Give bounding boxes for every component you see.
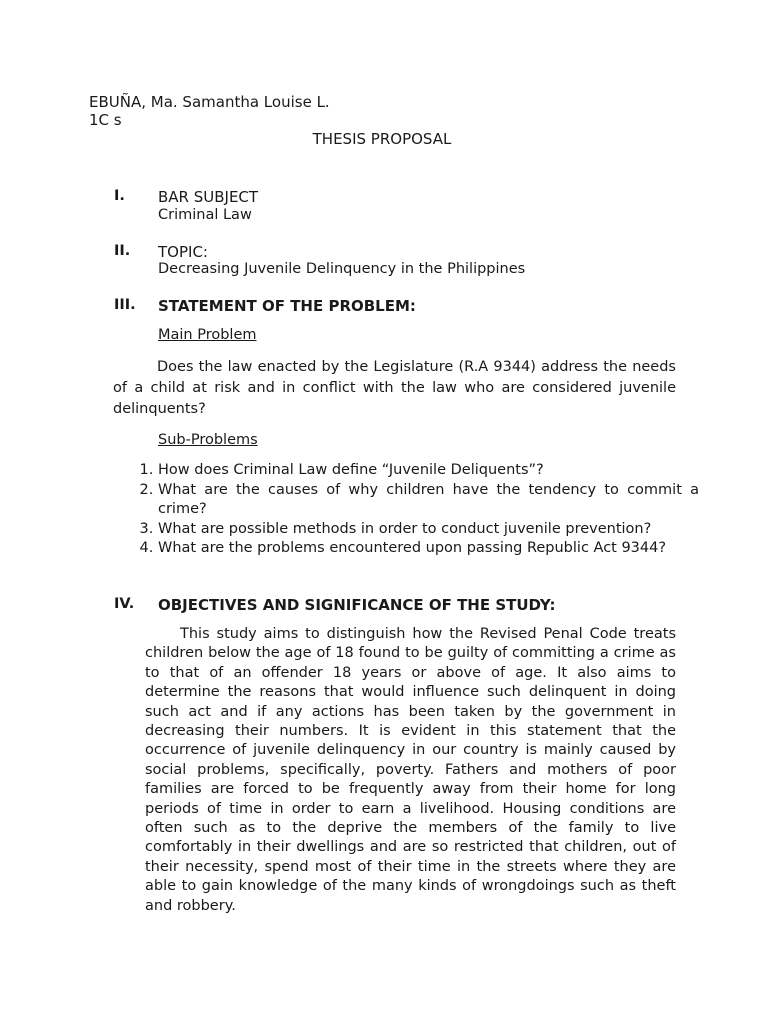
document-title: THESIS PROPOSAL: [312, 130, 452, 148]
section-number-1: I.: [114, 188, 125, 204]
section-heading-1: BAR SUBJECT: [158, 188, 259, 206]
section-number-3: III.: [114, 297, 136, 313]
section-text-1: Criminal Law: [158, 207, 252, 223]
main-problem-text: Does the law enacted by the Legislature (R.A 9344) address the needs of a child at risk and in conflict with the law who are considered juvenile delinquents?: [113, 359, 676, 417]
author-name: EBUÑA, Ma. Samantha Louise L.: [89, 93, 330, 111]
list-item: 4. What are the problems encountered upon passing Republic Act 9344?: [158, 539, 699, 559]
list-item: 3. What are possible methods in order to conduct juvenile prevention?: [158, 520, 699, 540]
list-item: 1. How does Criminal Law define “Juvenile Deliquents”?: [158, 461, 699, 481]
section-heading-4: OBJECTIVES AND SIGNIFICANCE OF THE STUDY:: [158, 596, 556, 614]
sub-problems-label: Sub-Problems: [158, 432, 258, 448]
class-section: 1C s: [89, 111, 122, 129]
author-block: [89, 93, 330, 129]
section-text-2: Decreasing Juvenile Delinquency in the Philippines: [158, 261, 526, 277]
section-number-2: II.: [114, 243, 131, 259]
list-item: 2. What are the causes of why children have the tendency to commit a crime?: [158, 481, 699, 520]
main-problem-label: Main Problem: [158, 327, 257, 343]
section-number-4: IV.: [114, 596, 135, 612]
section-heading-2: TOPIC:: [158, 243, 208, 261]
objectives-text: This study aims to distinguish how the Revised Penal Code treats children below the age of 18 found to be guilty of committing a crime as to that of an offender 18 years or above of age. It also aims to determine the reasons that would influence such delinquent in doing such act and if any actions has been taken by the government in decreasing their numbers. It is evident in this statement that the occurrence of juvenile delinquency in our country is mainly caused by social problems, specifically, poverty. Fathers and mothers of poor families are forced to be frequently away from their home for long periods of time in order to earn a livelihood. Housing conditions are often such as to the deprive the members of the family to live comfortably in their dwellings and are so restricted that children, out of their necessity, spend most of their time in the streets where they are able to gain knowledge of the many kinds of wrongdoings such as theft and robbery.: [145, 626, 676, 914]
section-heading-3: STATEMENT OF THE PROBLEM:: [158, 297, 416, 315]
sub-problems-list: [135, 461, 699, 559]
